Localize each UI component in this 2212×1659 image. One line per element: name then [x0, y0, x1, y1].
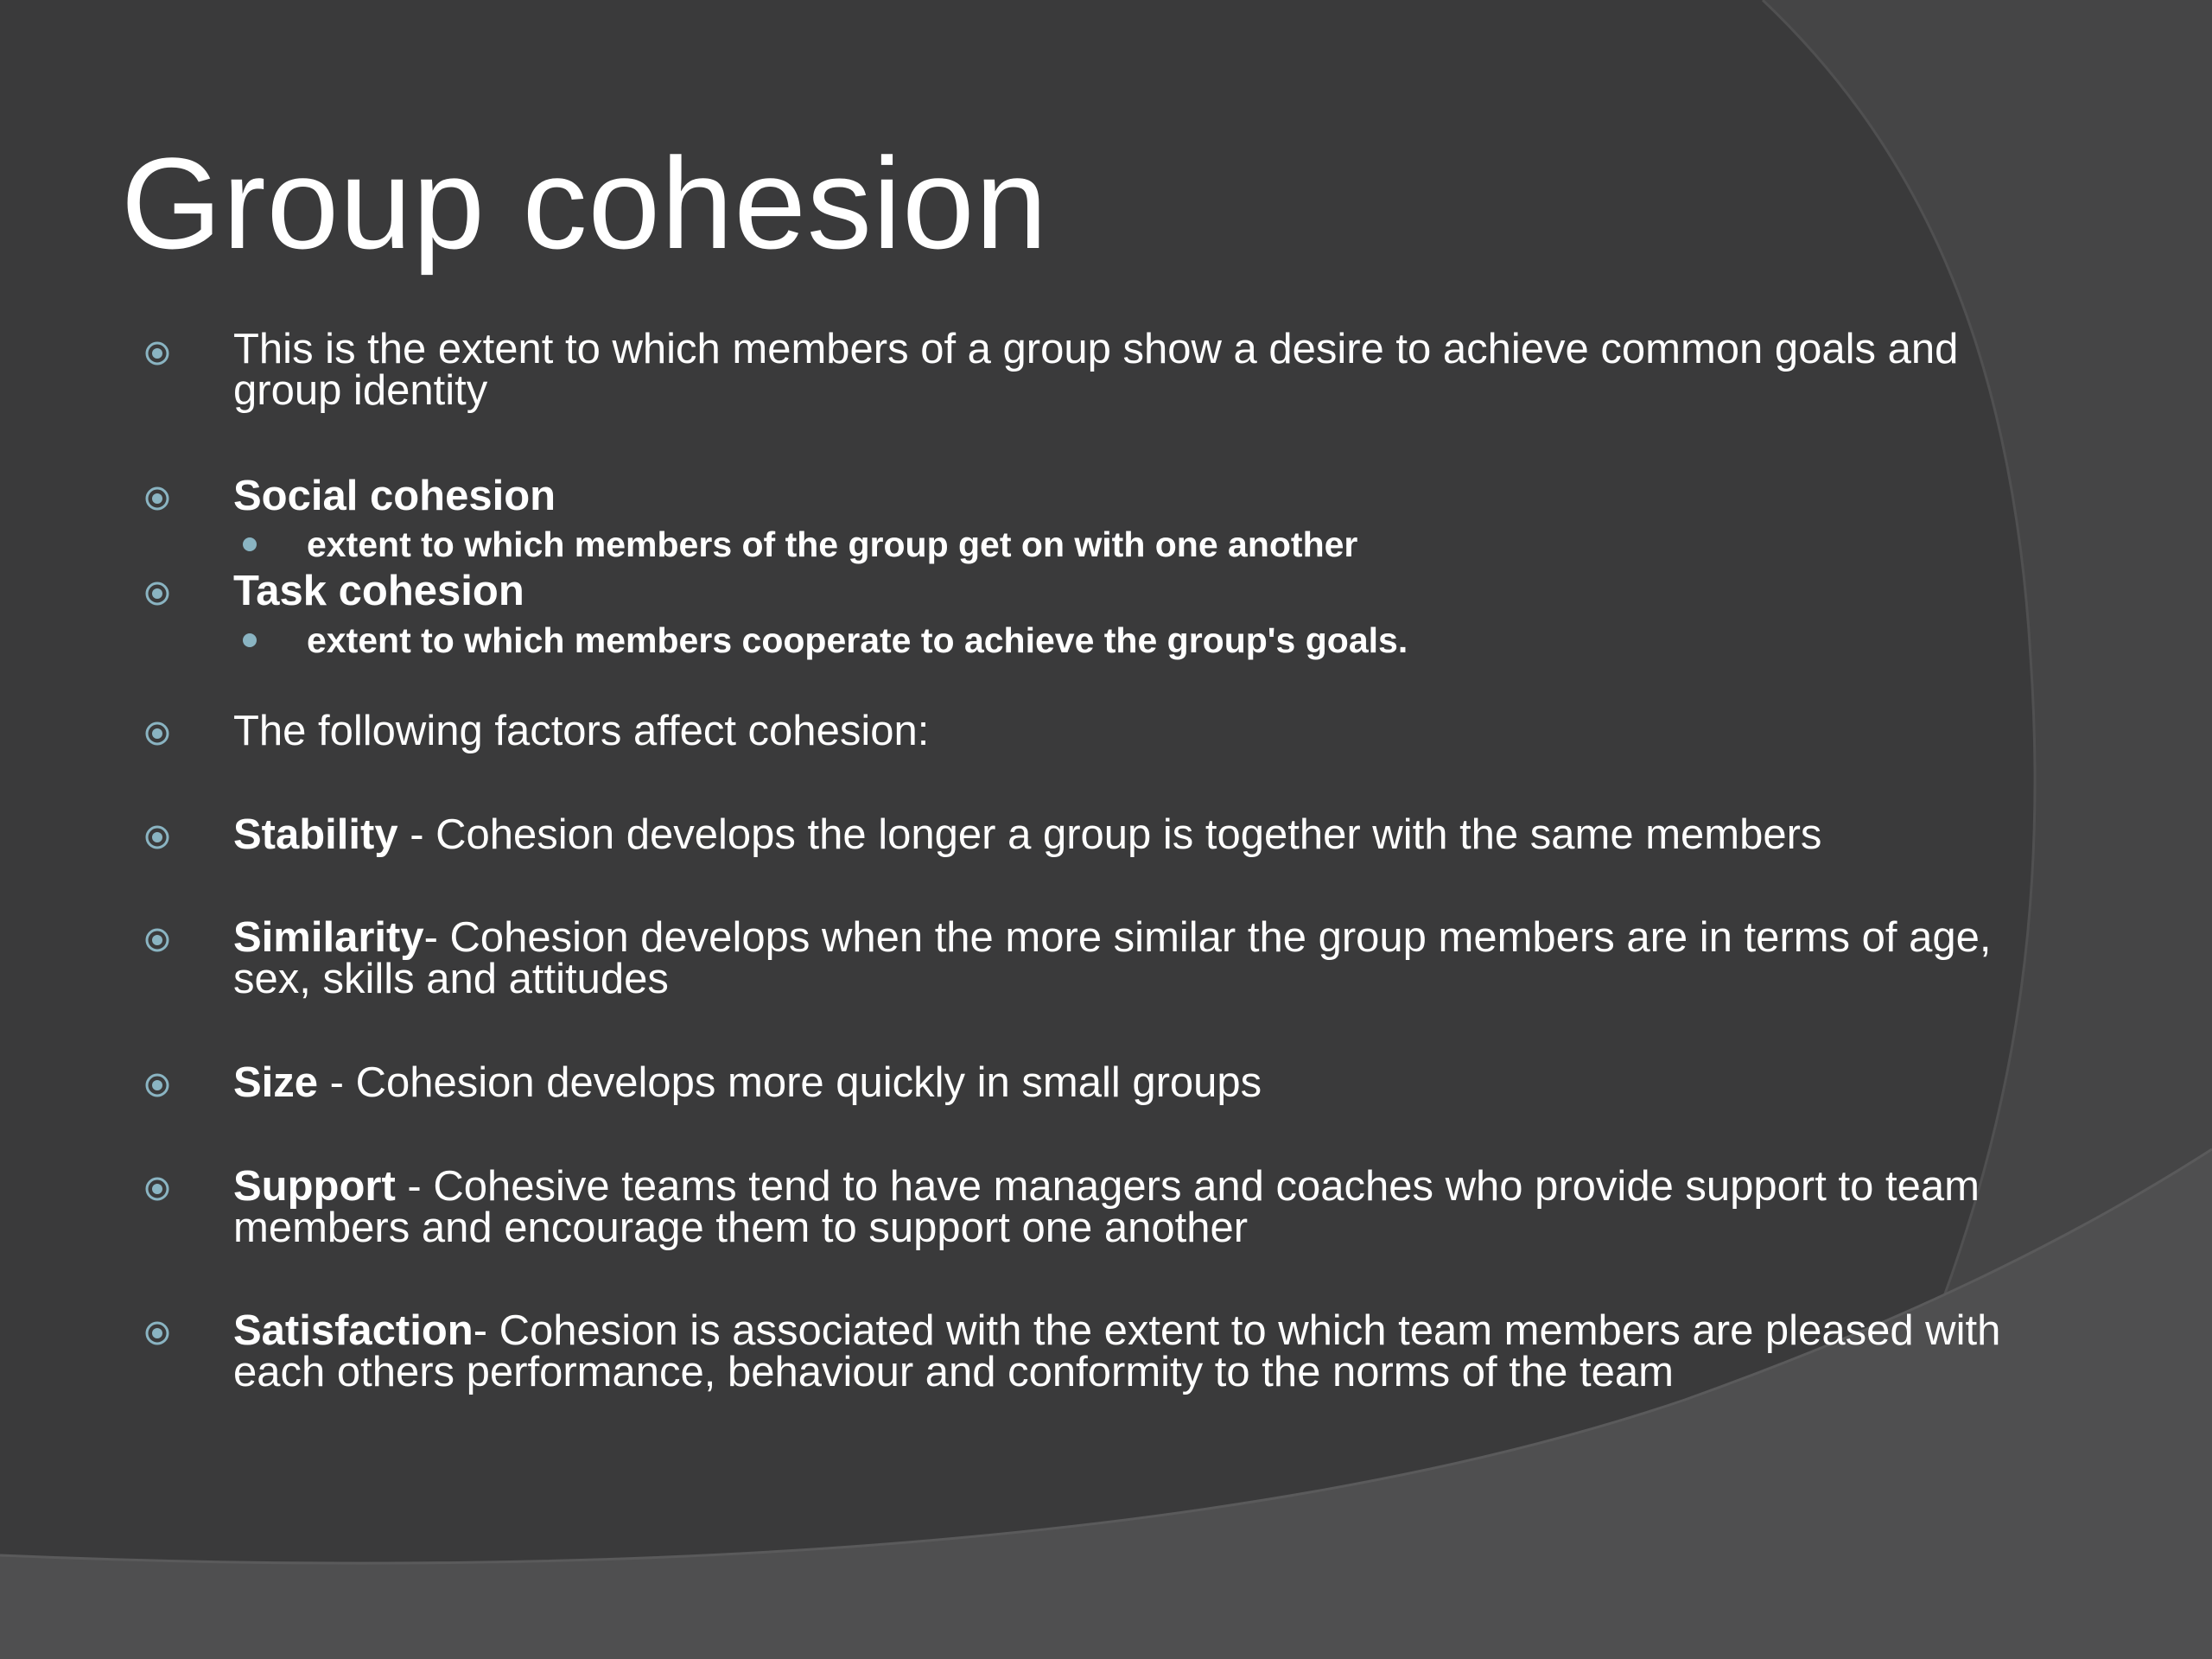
- bullet-heading: Task cohesion: [233, 568, 524, 614]
- bullet-description: - Cohesive teams tend to have managers and coaches who provide support to team members and encourage them to support one another: [233, 1163, 1980, 1251]
- slide-title: Group cohesion: [121, 130, 1049, 276]
- sub-bullet-text: extent to which members of the group get on with one another: [307, 524, 1358, 564]
- bullet-description: - Cohesion develops the longer a group is together with the same members: [397, 811, 1822, 858]
- circle-bullet-icon: [143, 1319, 171, 1347]
- sub-bullet-dot-icon: [243, 633, 257, 647]
- bullet-description: - Cohesion develops when the more similar the group members are in terms of age, sex, skills and attitudes: [233, 914, 1992, 1002]
- circle-bullet-icon: [143, 823, 171, 851]
- bullet-heading: Social cohesion: [233, 473, 556, 519]
- circle-bullet-icon: [143, 580, 171, 607]
- circle-bullet-icon: [143, 926, 171, 954]
- sub-bullet-text: extent to which members cooperate to achieve the group's goals.: [307, 620, 1408, 660]
- bullet-term: Support: [233, 1163, 396, 1210]
- circle-bullet-icon: [143, 1071, 171, 1099]
- bullet-term: Satisfaction: [233, 1307, 474, 1354]
- bullet-term: Stability: [233, 811, 398, 858]
- bullet-text: [233, 1307, 2039, 1395]
- bullet-description: - Cohesion develops more quickly in small groups: [318, 1059, 1262, 1106]
- sub-bullet-dot-icon: [243, 537, 257, 551]
- bullet-text: [233, 1059, 2039, 1106]
- bullet-description: - Cohesion is associated with the extent to which team members are pleased with each others performance, behaviour and conformity to the norms of the team: [233, 1307, 2001, 1395]
- circle-bullet-icon: [143, 720, 171, 747]
- bullet-text: [233, 811, 2039, 858]
- bullet-text: This is the extent to which members of a group show a desire to achieve common goals and group identity: [233, 326, 1959, 414]
- bullet-text: [233, 914, 2039, 1002]
- bullet-text: The following factors affect cohesion:: [233, 708, 930, 754]
- bullet-term: Similarity: [233, 914, 424, 961]
- bullet-text: [233, 1163, 2039, 1251]
- circle-bullet-icon: [143, 485, 171, 512]
- bullet-term: Size: [233, 1059, 319, 1106]
- circle-bullet-icon: [143, 1175, 171, 1203]
- circle-bullet-icon: [143, 340, 171, 367]
